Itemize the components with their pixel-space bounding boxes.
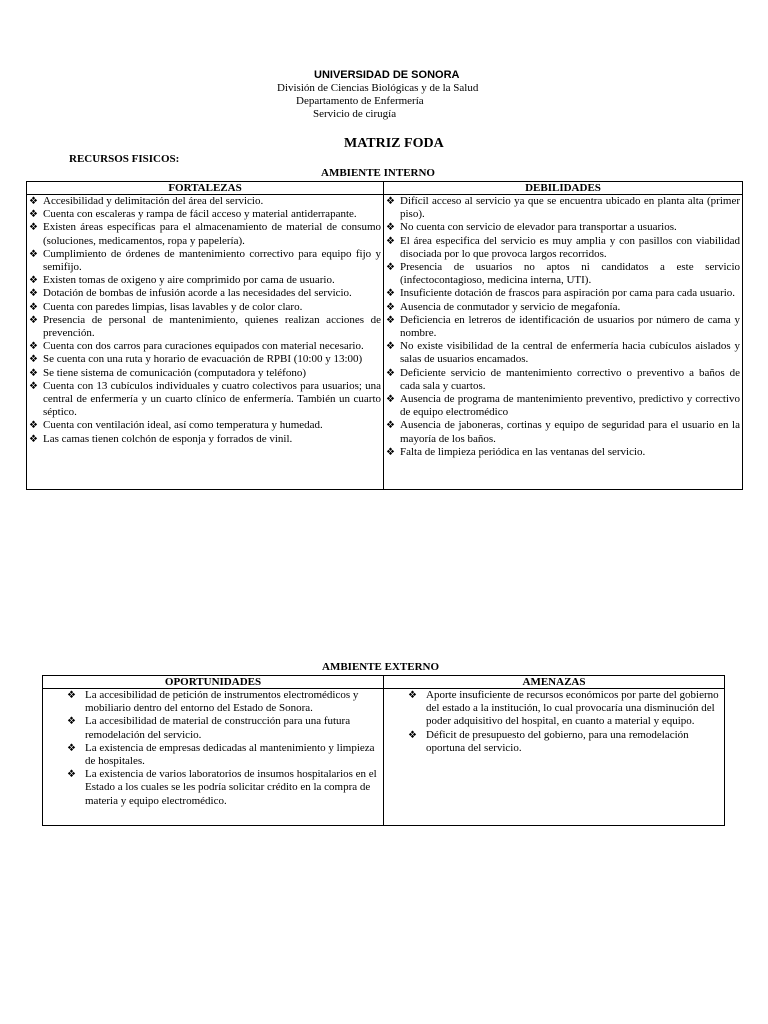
bullet-icon: ❖ (408, 729, 417, 741)
weakness-item (384, 301, 740, 314)
weakness-item (384, 393, 740, 419)
weakness-item-text: El área especifica del servicio es muy amplia y con pasillos con viabilidad disociada por lo que provoca largos recorridos. (400, 234, 740, 260)
opportunities-cell (43, 689, 384, 826)
strength-item (27, 367, 381, 380)
internal-environment-label: AMBIENTE INTERNO (321, 167, 435, 179)
bullet-icon: ❖ (29, 380, 38, 392)
threats-header: AMENAZAS (384, 676, 725, 689)
strength-item-text: Cuenta con 13 cubículos individuales y cuatro colectivos para usuarios; una central de enfermería y un cuarto clínico de enfermería. También un cuarto séptico. (43, 379, 381, 419)
bullet-icon: ❖ (67, 716, 76, 728)
weakness-item-text: Ausencia de programa de mantenimiento preventivo, predictivo y correctivo de equipo electromédico (400, 393, 740, 419)
strength-item (27, 419, 381, 432)
threat-item-text: Déficit de presupuesto del gobierno, para una remodelación oportuna del servicio. (426, 728, 689, 754)
internal-matrix-table (26, 181, 743, 490)
strength-item-text: Las camas tienen colchón de esponja y forrados de vinil. (43, 432, 293, 445)
strength-item (27, 195, 381, 208)
strength-item (27, 221, 381, 247)
document-title: MATRIZ FODA (344, 136, 444, 151)
weakness-item-text: Deficiente servicio de mantenimiento correctivo o preventivo a baños de cada sala y cuartos. (400, 366, 740, 392)
bullet-icon: ❖ (29, 222, 38, 234)
weakness-item-text: No cuenta con servicio de elevador para transportar a usuarios. (400, 221, 677, 234)
university-name: UNIVERSIDAD DE SONORA (314, 69, 460, 81)
strength-item-text: Cuenta con ventilación ideal, así como temperatura y humedad. (43, 419, 323, 432)
strength-item (27, 340, 381, 353)
bullet-icon: ❖ (386, 288, 395, 300)
bullet-icon: ❖ (29, 209, 38, 221)
strength-item-text: Presencia de personal de mantenimiento, quienes realizan acciones de prevención. (43, 313, 381, 340)
bullet-icon: ❖ (386, 222, 395, 234)
bullet-icon: ❖ (29, 248, 38, 260)
bullet-icon: ❖ (386, 446, 395, 458)
strengths-list (27, 195, 381, 446)
strength-item (27, 274, 381, 287)
bullet-icon: ❖ (67, 690, 76, 701)
weaknesses-cell (384, 195, 743, 490)
bullet-icon: ❖ (386, 262, 395, 274)
strength-item-text: Se cuenta con una ruta y horario de evacuación de RPBI (10:00 y 13:00) (43, 353, 363, 366)
weakness-item (384, 261, 740, 287)
weakness-item (384, 446, 740, 459)
bullet-icon: ❖ (408, 690, 417, 701)
opportunity-item (43, 715, 381, 741)
strengths-cell (27, 195, 384, 490)
service-name: Servicio de cirugía (313, 108, 397, 120)
bullet-icon: ❖ (386, 301, 395, 313)
weakness-item (384, 340, 740, 366)
strength-item (27, 301, 381, 314)
weakness-item-text: Presencia de usuarios no aptos ni candidatos a este servicio (infectocontagioso, medicina interna, UTI). (400, 261, 740, 287)
bullet-icon: ❖ (386, 314, 395, 326)
bullet-icon: ❖ (29, 301, 38, 313)
strength-item-text: Se tiene sistema de comunicación (computadora y teléfono) (43, 366, 306, 379)
bullet-icon: ❖ (386, 341, 395, 353)
opportunity-item-text: La existencia de empresas dedicadas al mantenimiento y limpieza de hospitales. (85, 741, 375, 768)
opportunity-item-text: La existencia de varios laboratorios de insumos hospitalarios en el Estado a los cuales se les podría solicitar crédito en la compra de materia y equipo electromédico. (85, 768, 377, 807)
bullet-icon: ❖ (29, 196, 38, 207)
weakness-item-text: Difícil acceso al servicio ya que se encuentra ubicado en planta alta (primer piso). (400, 195, 740, 221)
weaknesses-header: DEBILIDADES (384, 182, 743, 195)
bullet-icon: ❖ (29, 420, 38, 432)
weakness-item (384, 314, 740, 340)
opportunities-list (43, 689, 381, 808)
weakness-item (384, 221, 740, 234)
bullet-icon: ❖ (386, 394, 395, 406)
bullet-icon: ❖ (29, 275, 38, 287)
bullet-icon: ❖ (29, 288, 38, 300)
bullet-icon: ❖ (386, 367, 395, 379)
strength-item (27, 208, 381, 221)
weakness-item-text: Insuficiente dotación de frascos para aspiración por cama para cada usuario. (400, 287, 736, 300)
weakness-item (384, 195, 740, 221)
bullet-icon: ❖ (386, 420, 395, 432)
threat-item-text: Aporte insuficiente de recursos económicos por parte del gobierno del estado a la institución, lo cual provocaría una disminución del poder adquisitivo del hospital, en cuanto a material y equipo. (426, 689, 719, 728)
strength-item (27, 314, 381, 340)
bullet-icon: ❖ (386, 196, 395, 207)
strength-item-text: Dotación de bombas de infusión acorde a las necesidades del servicio. (43, 287, 352, 300)
bullet-icon: ❖ (29, 367, 38, 379)
weakness-item-text: Ausencia de conmutador y servicio de megafonía. (400, 300, 621, 313)
weakness-item (384, 367, 740, 393)
strength-item (27, 433, 381, 446)
strengths-header: FORTALEZAS (27, 182, 384, 195)
threat-item (384, 729, 722, 755)
opportunity-item (43, 742, 381, 768)
external-matrix-table (42, 675, 725, 826)
opportunity-item-text: La accesibilidad de petición de instrumentos electromédicos y mobiliario dentro del entorno del Estado de Sonora. (85, 689, 359, 715)
strength-item (27, 287, 381, 300)
strength-item-text: Cuenta con escaleras y rampa de fácil acceso y material antiderrapante. (43, 208, 357, 221)
threats-cell (384, 689, 725, 826)
threat-item (384, 689, 722, 729)
strength-item-text: Existen áreas específicas para el almacenamiento de material de consumo (soluciones, medicamentos, ropa y papelería). (43, 221, 381, 247)
strength-item-text: Cuenta con dos carros para curaciones equipados con material necesario. (43, 340, 364, 353)
opportunities-header: OPORTUNIDADES (43, 676, 384, 689)
external-environment-label: AMBIENTE EXTERNO (322, 661, 440, 673)
opportunity-item (43, 689, 381, 715)
bullet-icon: ❖ (67, 742, 76, 754)
opportunity-item-text: La accesibilidad de material de construcción para una futura remodelación del servicio. (85, 715, 351, 741)
department-name: Departamento de Enfermería (296, 95, 424, 107)
weakness-item (384, 287, 740, 300)
section-label: RECURSOS FISICOS: (69, 153, 180, 165)
weakness-item (384, 235, 740, 261)
strength-item (27, 380, 381, 420)
weakness-item-text: Falta de limpieza periódica en las ventanas del servicio. (400, 445, 646, 458)
bullet-icon: ❖ (29, 354, 38, 366)
strength-item (27, 248, 381, 274)
strength-item-text: Accesibilidad y delimitación del área del servicio. (43, 195, 264, 207)
weakness-item (384, 419, 740, 445)
strength-item (27, 353, 381, 366)
strength-item-text: Cuenta con paredes limpias, lisas lavables y de color claro. (43, 300, 303, 313)
weakness-item-text: No existe visibilidad de la central de enfermería hacia cubículos aislados y salas de usuarios encamados. (400, 340, 740, 366)
opportunity-item (43, 768, 381, 808)
bullet-icon: ❖ (67, 769, 76, 781)
strength-item-text: Existen tomas de oxigeno y aire comprimido por cama de usuario. (43, 274, 335, 287)
bullet-icon: ❖ (29, 433, 38, 445)
bullet-icon: ❖ (386, 235, 395, 247)
weakness-item-text: Ausencia de jaboneras, cortinas y equipo de seguridad para el usuario en la mayoría de los baños. (400, 419, 740, 445)
bullet-icon: ❖ (29, 341, 38, 353)
division-name: División de Ciencias Biológicas y de la Salud (277, 82, 479, 94)
weaknesses-list (384, 195, 740, 459)
weakness-item-text: Deficiencia en letreros de identificación de usuarios por número de cama y nombre. (400, 313, 740, 340)
bullet-icon: ❖ (29, 314, 38, 326)
threats-list (384, 689, 722, 755)
strength-item-text: Cumplimiento de órdenes de mantenimiento correctivo para equipo fijo y semifijo. (43, 247, 381, 274)
